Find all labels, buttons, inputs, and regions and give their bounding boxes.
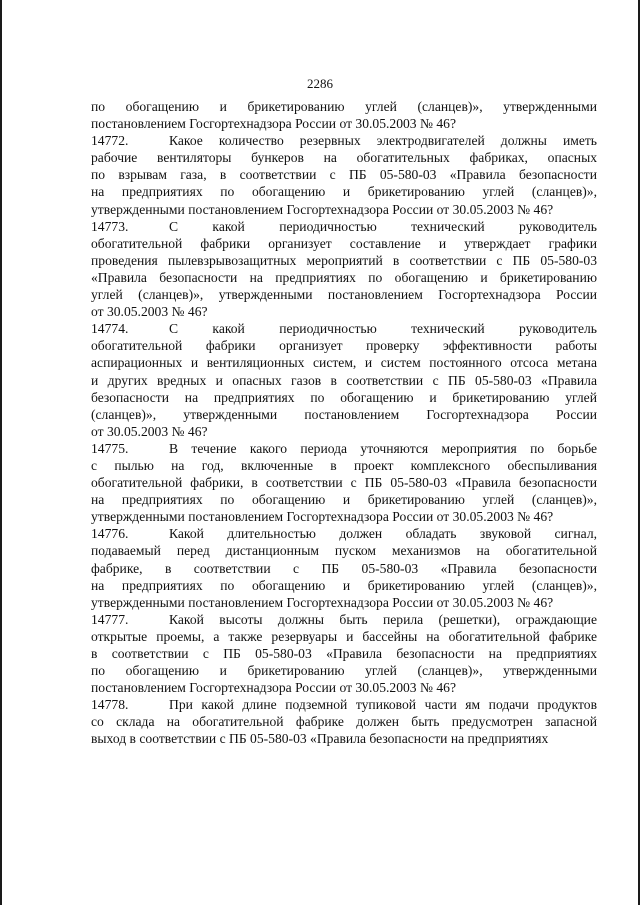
line-text: открытые проемы, а также резервуары и бассейны на обогатительной фабрике [91, 628, 597, 644]
question-paragraph [91, 218, 597, 321]
line-text: Какой высоты должны быть перила (решетки), ограждающие [169, 611, 597, 627]
continued-paragraph [91, 98, 597, 132]
text-line [91, 508, 597, 525]
line-text: утвержденными постановлением Госгортехнадзора России от 30.05.2003 № 46? [91, 594, 554, 610]
line-text: Какой длительностью должен обладать звуковой сигнал, [169, 526, 597, 542]
text-line [91, 252, 597, 269]
text-line [91, 525, 597, 542]
question-number: 14776. [91, 526, 129, 542]
text-line [91, 149, 597, 166]
text-line [91, 218, 597, 235]
question-number: 14777. [91, 611, 129, 627]
line-text: в соответствии с ПБ 05-580-03 «Правила безопасности на предприятиях [91, 646, 597, 661]
line-text: на предприятиях по обогащению и брикетированию углей (сланцев)», [91, 184, 597, 200]
text-line [91, 337, 597, 354]
line-text: обогатительной фабрики организует проверку эффективности работы [91, 338, 597, 354]
line-text: безопасности на предприятиях по обогащению и брикетированию углей [91, 389, 597, 405]
line-text: на предприятиях по обогащению и брикетированию углей (сланцев)», [91, 577, 597, 593]
text-line [91, 166, 597, 183]
scan-border-left [0, 0, 2, 905]
text-line [91, 235, 597, 252]
line-text: рабочие вентиляторы бункеров на обогатительных фабриках, опасных [91, 150, 597, 166]
text-line [91, 183, 597, 200]
line-text: С какой периодичностью технический руководитель [169, 321, 597, 337]
text-line [91, 440, 597, 457]
line-text: обогатительной фабрики, в соответствии с ПБ 05-580-03 «Правила безопасности [91, 475, 597, 491]
text-line [91, 457, 597, 474]
line-text: выход в соответствии с ПБ 05-580-03 «Правила безопасности на предприятиях [91, 731, 549, 747]
line-text: по обогащению и брикетированию углей (сланцев)», утвержденными [91, 663, 597, 679]
line-text: В течение какого периода уточняются мероприятия по борьбе [169, 440, 597, 456]
line-text: углей (сланцев)», утвержденными постановлением Госгортехнадзора России [91, 287, 597, 303]
question-number: 14773. [91, 218, 129, 234]
question-paragraph [91, 611, 597, 696]
text-line [91, 679, 597, 696]
question-number: 14775. [91, 440, 129, 456]
question-paragraph [91, 320, 597, 440]
question-paragraph [91, 440, 597, 525]
text-line [91, 320, 597, 337]
text-line [91, 98, 597, 115]
line-text: Какое количество резервных электродвигателей должны иметь [169, 133, 597, 149]
line-text: от 30.05.2003 № 46? [91, 304, 208, 320]
question-paragraph [91, 525, 597, 610]
document-body [91, 98, 597, 748]
line-text: и других вредных и опасных газов в соответствии с ПБ 05-580-03 «Правила [91, 372, 597, 388]
text-line [91, 372, 597, 389]
line-text: по обогащению и брикетированию углей (сланцев)», утвержденными [91, 99, 597, 114]
text-line [91, 577, 597, 594]
text-line [91, 628, 597, 645]
text-line [91, 423, 597, 440]
text-line [91, 303, 597, 320]
line-text: по взрывам газа, в соответствии с ПБ 05-580-03 «Правила безопасности [91, 167, 597, 183]
text-line [91, 594, 597, 611]
question-paragraph [91, 132, 597, 217]
line-text: со склада на обогатительной фабрике должен быть предусмотрен запасной [91, 714, 597, 730]
text-line [91, 645, 597, 662]
line-text: (сланцев)», утвержденными постановлением Госгортехнадзора России [91, 406, 597, 422]
line-text: с пылью на год, включенные в проект комплексного обеспыливания [91, 457, 597, 473]
text-line [91, 354, 597, 371]
question-number: 14772. [91, 133, 129, 149]
text-line [91, 611, 597, 628]
text-line [91, 491, 597, 508]
text-line [91, 389, 597, 406]
text-line [91, 474, 597, 491]
question-number: 14778. [91, 697, 129, 713]
line-text: обогатительной фабрики организует составление и утверждает графики [91, 235, 597, 251]
text-line [91, 542, 597, 559]
text-line [91, 560, 597, 577]
text-line [91, 406, 597, 423]
question-number: 14774. [91, 321, 129, 337]
text-line [91, 201, 597, 218]
line-text: утвержденными постановлением Госгортехнадзора России от 30.05.2003 № 46? [91, 509, 554, 525]
line-text: утвержденными постановлением Госгортехнадзора России от 30.05.2003 № 46? [91, 201, 554, 217]
line-text: При какой длине подземной тупиковой части ям подачи продуктов [169, 697, 597, 713]
line-text: проведения пылевзрывозащитных мероприятий в соответствии с ПБ 05-580-03 [91, 252, 597, 268]
text-line [91, 713, 597, 730]
text-line [91, 662, 597, 679]
text-line [91, 132, 597, 149]
line-text: С какой периодичностью технический руководитель [169, 218, 597, 234]
line-text: на предприятиях по обогащению и брикетированию углей (сланцев)», [91, 492, 597, 508]
line-text: фабрике, в соответствии с ПБ 05-580-03 «Правила безопасности [91, 560, 597, 576]
line-text: подаваемый перед дистанционным пуском механизмов на обогатительной [91, 543, 597, 559]
text-line [91, 696, 597, 713]
text-line [91, 730, 597, 747]
text-line [91, 269, 597, 286]
text-line [91, 286, 597, 303]
line-text: постановлением Госгортехнадзора России от 30.05.2003 № 46? [91, 116, 456, 132]
line-text: «Правила безопасности на предприятиях по обогащению и брикетированию [91, 269, 597, 285]
line-text: постановлением Госгортехнадзора России от 30.05.2003 № 46? [91, 680, 456, 696]
text-line [91, 115, 597, 132]
question-paragraph [91, 696, 597, 747]
line-text: аспирационных и вентиляционных систем, и систем постоянного отсоса метана [91, 355, 597, 371]
line-text: от 30.05.2003 № 46? [91, 423, 208, 439]
page-number: 2286 [307, 76, 333, 91]
